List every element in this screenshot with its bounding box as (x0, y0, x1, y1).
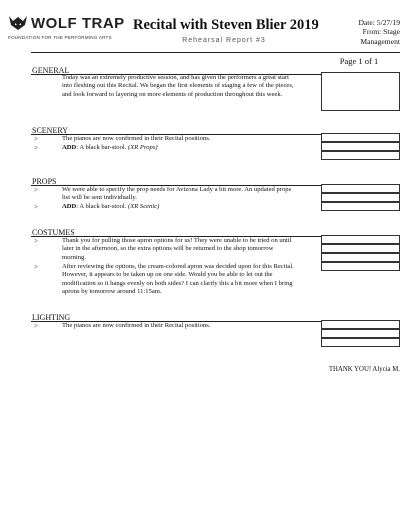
costumes-item: After reviewing the options, the cream-colored apron was decided upon for this Recital. However, it appears to be taken up on one side. Would you be able to let out the modification so it hangs evenly on both sides? I can clarify this a bit more when I bring aprons by tomorrow around 11:15am. (62, 263, 294, 296)
notes-box-scenery (321, 151, 400, 160)
report-subtitle: Rehearsal Report #3 (182, 37, 266, 44)
notes-box-costumes (321, 244, 400, 253)
section-title-lighting: LIGHTING (32, 313, 71, 322)
bullet-marker: > (34, 135, 38, 143)
notes-box-props (321, 202, 400, 211)
page-number: Page 1 of 1 (339, 56, 379, 66)
report-date: Date: 5/27/19 (358, 18, 400, 27)
signoff: THANK YOU! Alycia M. (328, 366, 400, 373)
costumes-item: Thank you for pulling those apron options for us! They were unable to be tried on until later in the afternoon, so the extra options will be returned to the shop tomorrow morning. (62, 237, 292, 261)
notes-box-costumes (321, 262, 400, 271)
props-item: ADD: A black bar-stool. (XR Scenic) (62, 203, 160, 210)
section-title-costumes: COSTUMES (32, 228, 75, 237)
report-from-value: Management (360, 36, 400, 46)
document-title: Recital with Steven Blier 2019 (133, 17, 319, 33)
lighting-item: The pianos are now confirmed in their Recital positions. (62, 322, 211, 329)
logo (8, 15, 128, 47)
general-line: into fleshing out this Recital. We began the first elements of staging a few of the pieces, (62, 82, 294, 90)
general-line: and look forward to layering on more elements of production throughout this week. (62, 90, 283, 98)
section-title-general: GENERAL (32, 66, 70, 75)
bullet-marker: > (34, 186, 38, 194)
logo-tagline: FOUNDATION FOR THE PERFORMING ARTS (8, 35, 112, 40)
notes-box-scenery (321, 142, 400, 151)
notes-box-costumes (321, 253, 400, 262)
notes-box-lighting (321, 338, 400, 347)
scenery-item: ADD: A black bar-stool. (XR Props) (62, 144, 158, 151)
logo-wordmark: WOLF TRAP (31, 15, 125, 32)
bullet-marker: > (34, 237, 38, 245)
notes-box-props (321, 184, 400, 193)
general-line: Today was an extremely productive session, and has given the performers a great start (62, 74, 289, 81)
props-item: We were able to specify the prop needs for Avizona Lady a bit more. An updated props list will be sent individually. (62, 186, 292, 202)
notes-box-lighting (321, 320, 400, 329)
header-divider (31, 52, 400, 53)
notes-box-general (321, 72, 400, 111)
note-ref: (XR Props) (128, 144, 158, 151)
bullet-marker: > (34, 322, 38, 330)
bullet-marker: > (34, 203, 38, 211)
notes-box-costumes (321, 235, 400, 244)
section-title-scenery: SCENERY (32, 126, 69, 135)
bullet-marker: > (34, 144, 38, 152)
bullet-marker: > (34, 263, 38, 271)
report-from-label: From: Stage (362, 27, 400, 37)
scenery-item: The pianos are now confirmed in their Recital positions. (62, 135, 211, 142)
general-text (62, 74, 317, 99)
wolf-icon (8, 15, 28, 31)
notes-box-scenery (321, 133, 400, 142)
add-label: ADD (62, 203, 77, 210)
report-meta (318, 18, 400, 46)
add-label: ADD (62, 144, 77, 151)
notes-box-props (321, 193, 400, 202)
note-ref: (XR Scenic) (128, 203, 160, 210)
notes-box-lighting (321, 329, 400, 338)
section-title-props: PROPS (32, 177, 57, 186)
